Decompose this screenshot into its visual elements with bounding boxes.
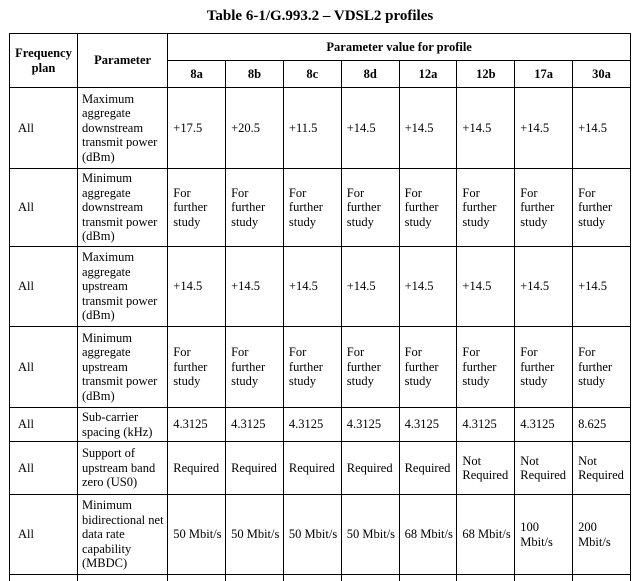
header-profile: 30a <box>573 61 631 88</box>
value-cell: +17.5 <box>168 88 226 169</box>
empty-cell <box>226 575 284 581</box>
header-profile: 8a <box>168 61 226 88</box>
empty-cell <box>457 575 515 581</box>
header-profile: 8c <box>283 61 341 88</box>
value-cell: +14.5 <box>399 247 457 327</box>
parameter-cell: Minimum bidirectional net data rate capability (MBDC) <box>77 495 167 575</box>
value-cell: +14.5 <box>283 247 341 327</box>
empty-cell <box>399 575 457 581</box>
header-profile: 12b <box>457 61 515 88</box>
parameter-cell: Maximum aggregate upstream transmit power (dBm) <box>77 247 167 327</box>
table-row <box>10 327 631 408</box>
value-cell: 4.3125 <box>283 408 341 442</box>
empty-cell <box>341 575 399 581</box>
value-cell: For further study <box>341 169 399 247</box>
value-cell: For further study <box>457 169 515 247</box>
value-cell: For further study <box>457 327 515 408</box>
parameter-cell: Sub-carrier spacing (kHz) <box>77 408 167 442</box>
table-title: Table 6-1/G.993.2 – VDSL2 profiles <box>206 8 434 24</box>
frequency-plan-cell: All <box>10 88 78 169</box>
frequency-plan-cell: All <box>10 327 78 408</box>
value-cell: Not Required <box>573 442 631 495</box>
empty-cell <box>77 575 167 581</box>
value-cell: Required <box>399 442 457 495</box>
value-cell: For further study <box>168 169 226 247</box>
header-profile: 12a <box>399 61 457 88</box>
header-profile: 8d <box>341 61 399 88</box>
value-cell: +14.5 <box>226 247 284 327</box>
value-cell: For further study <box>573 327 631 408</box>
value-cell: 68 Mbit/s <box>399 495 457 575</box>
value-cell: 4.3125 <box>515 408 573 442</box>
value-cell: Not Required <box>457 442 515 495</box>
header-parameter-value-group: Parameter value for profile <box>168 34 631 61</box>
frequency-plan-cell: All <box>10 247 78 327</box>
value-cell: Required <box>168 442 226 495</box>
value-cell: 50 Mbit/s <box>226 495 284 575</box>
table-row <box>10 169 631 247</box>
value-cell: +20.5 <box>226 88 284 169</box>
value-cell: For further study <box>341 327 399 408</box>
value-cell: +14.5 <box>168 247 226 327</box>
value-cell: 100 Mbit/s <box>515 495 573 575</box>
value-cell: For further study <box>283 327 341 408</box>
value-cell: +14.5 <box>515 247 573 327</box>
value-cell: 4.3125 <box>226 408 284 442</box>
value-cell: For further study <box>515 327 573 408</box>
header-parameter: Parameter <box>77 34 167 88</box>
value-cell: For further study <box>573 169 631 247</box>
empty-cell <box>283 575 341 581</box>
value-cell: +14.5 <box>457 88 515 169</box>
value-cell: Not Required <box>515 442 573 495</box>
value-cell: For further study <box>399 327 457 408</box>
empty-cell <box>573 575 631 581</box>
value-cell: For further study <box>226 327 284 408</box>
value-cell: Required <box>283 442 341 495</box>
value-cell: 68 Mbit/s <box>457 495 515 575</box>
value-cell: Required <box>226 442 284 495</box>
empty-cell <box>515 575 573 581</box>
value-cell: Required <box>341 442 399 495</box>
value-cell: For further study <box>283 169 341 247</box>
table-row <box>10 495 631 575</box>
value-cell: +14.5 <box>341 247 399 327</box>
value-cell: +14.5 <box>515 88 573 169</box>
table-row-cutoff <box>10 575 631 581</box>
parameter-cell: Minimum aggregate downstream transmit power (dBm) <box>77 169 167 247</box>
parameter-cell: Support of upstream band zero (US0) <box>77 442 167 495</box>
value-cell: +14.5 <box>457 247 515 327</box>
frequency-plan-cell: All <box>10 442 78 495</box>
value-cell: 4.3125 <box>168 408 226 442</box>
parameter-cell: Maximum aggregate downstream transmit power (dBm) <box>77 88 167 169</box>
value-cell: For further study <box>226 169 284 247</box>
table-row <box>10 247 631 327</box>
frequency-plan-cell: All <box>10 169 78 247</box>
value-cell: 50 Mbit/s <box>341 495 399 575</box>
value-cell: +14.5 <box>399 88 457 169</box>
table-row <box>10 442 631 495</box>
table-row <box>10 408 631 442</box>
value-cell: 200 Mbit/s <box>573 495 631 575</box>
header-profile: 8b <box>226 61 284 88</box>
parameter-cell: Minimum aggregate upstream transmit power (dBm) <box>77 327 167 408</box>
value-cell: 4.3125 <box>457 408 515 442</box>
empty-cell <box>168 575 226 581</box>
value-cell: 8.625 <box>573 408 631 442</box>
value-cell: +14.5 <box>573 88 631 169</box>
frequency-plan-cell: All <box>10 408 78 442</box>
value-cell: +14.5 <box>341 88 399 169</box>
value-cell: 50 Mbit/s <box>283 495 341 575</box>
header-frequency-plan: Frequency plan <box>10 34 78 88</box>
frequency-plan-cell: All <box>10 495 78 575</box>
value-cell: For further study <box>168 327 226 408</box>
value-cell: +11.5 <box>283 88 341 169</box>
value-cell: For further study <box>399 169 457 247</box>
value-cell: +14.5 <box>573 247 631 327</box>
header-profile: 17a <box>515 61 573 88</box>
value-cell: 4.3125 <box>341 408 399 442</box>
table-row <box>10 88 631 169</box>
value-cell: 50 Mbit/s <box>168 495 226 575</box>
value-cell: 4.3125 <box>399 408 457 442</box>
profiles-table <box>9 33 631 581</box>
empty-cell <box>10 575 78 581</box>
value-cell: For further study <box>515 169 573 247</box>
